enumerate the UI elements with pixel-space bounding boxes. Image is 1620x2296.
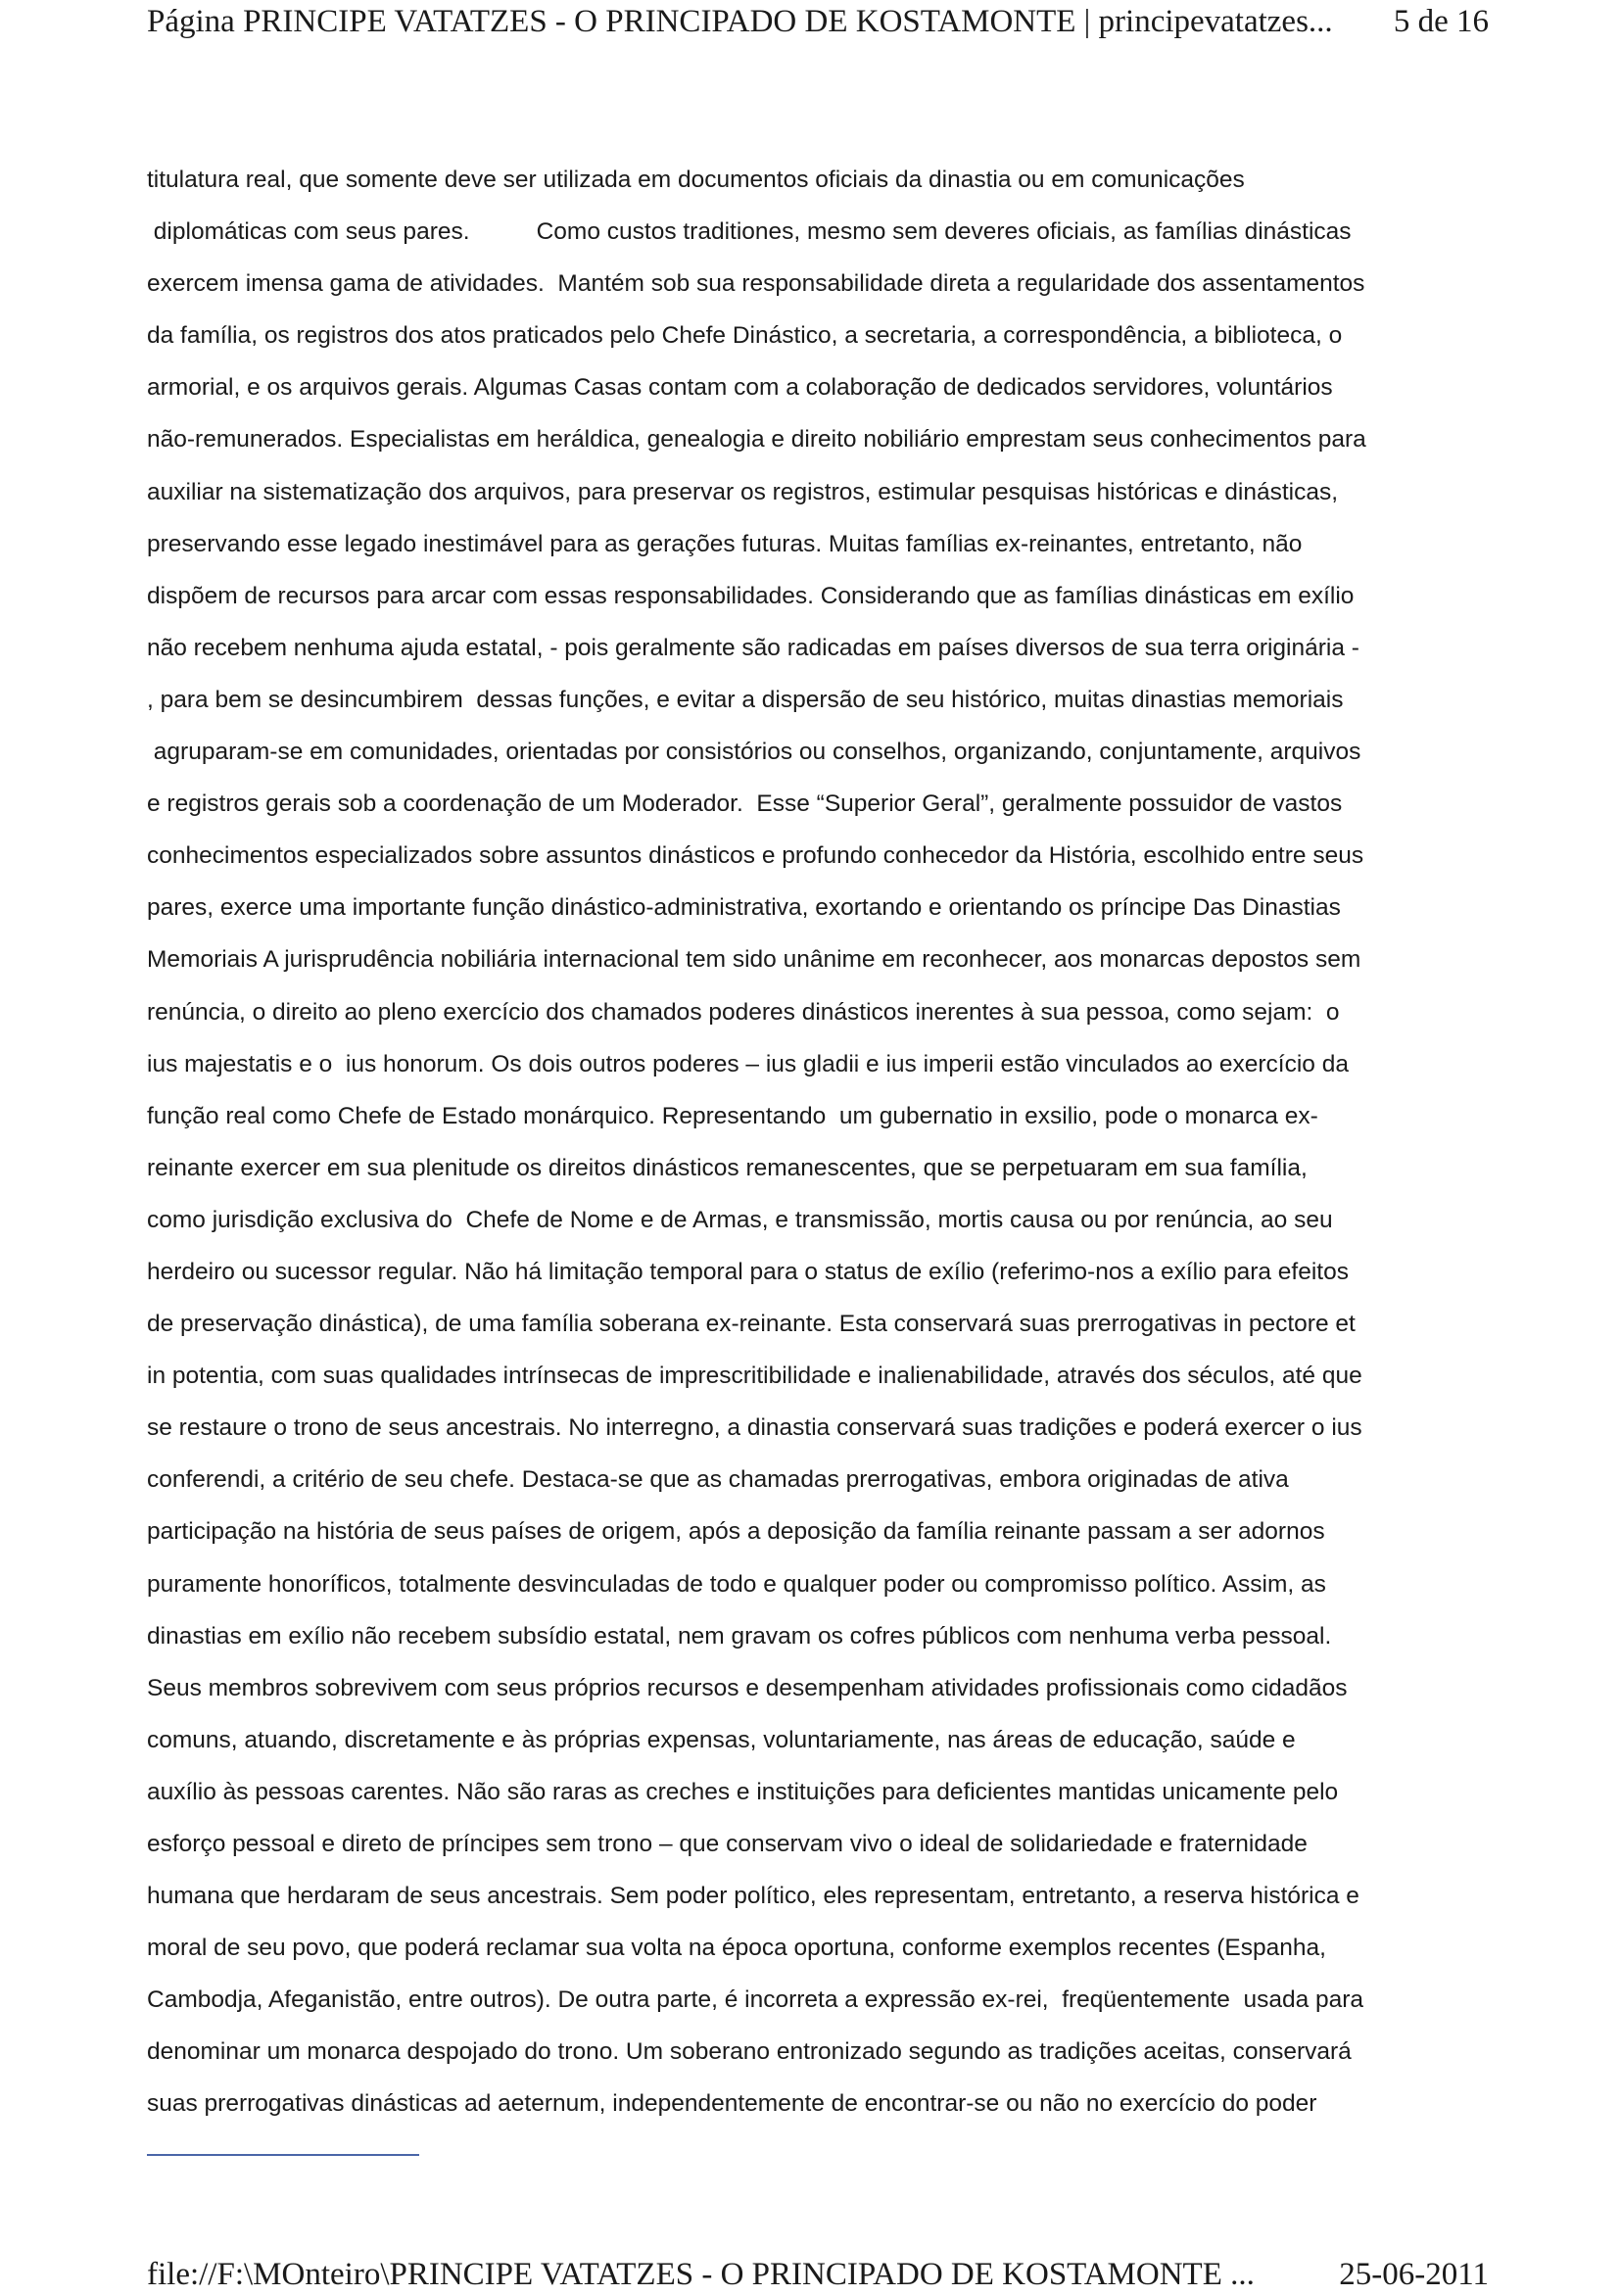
text-line: comuns, atuando, discretamente e às próprias expensas, voluntariamente, nas áreas de educação, saúde e: [147, 1726, 1296, 1753]
text-line: renúncia, o direito ao pleno exercício dos chamados poderes dinásticos inerentes à sua pessoa, como sejam: o: [147, 998, 1340, 1026]
page-footer: [147, 2253, 1489, 2296]
text-line: suas prerrogativas dinásticas ad aeternum, independentemente de encontrar-se ou não no exercício do poder: [147, 2090, 1317, 2118]
text-line: de preservação dinástica), de uma família soberana ex-reinante. Esta conservará suas prerrogativas in pectore et: [147, 1311, 1356, 1338]
file-path: file://F:\MOnteiro\PRINCIPE VATATZES - O PRINCIPADO DE KOSTAMONTE ...: [147, 2257, 1255, 2292]
text-line: titulatura real, que somente deve ser utilizada em documentos oficiais da dinastia ou em comunicações: [147, 167, 1245, 193]
text-line: não recebem nenhuma ajuda estatal, - pois geralmente são radicadas em países diversos de sua terra originária -: [147, 634, 1359, 661]
text-line: Seus membros sobrevivem com seus próprios recursos e desempenham atividades profissionais como cidadãos: [147, 1674, 1348, 1701]
text-line: se restaure o trono de seus ancestrais. No interregno, a dinastia conservará suas tradições e poderá exercer o ius: [147, 1414, 1362, 1442]
document-body: [147, 154, 1518, 2130]
text-line: puramente honoríficos, totalmente desvinculadas de todo e qualquer poder ou compromisso político. Assim, as: [147, 1570, 1326, 1598]
page-number: 5 de 16: [1393, 4, 1489, 39]
footnote-separator: [147, 2154, 419, 2156]
text-line: humana que herdaram de seus ancestrais. Sem poder político, eles representam, entretanto, a reserva histórica e: [147, 1883, 1359, 1910]
text-line: ius majestatis e o ius honorum. Os dois outros poderes – ius gladii e ius imperii estão vinculados ao exercício da: [147, 1050, 1349, 1077]
text-line: denominar um monarca despojado do trono. Um soberano entronizado segundo as tradições aceitas, conservará: [147, 2038, 1352, 2066]
page-header-title: Página PRINCIPE VATATZES - O PRINCIPADO DE KOSTAMONTE | principevatatzes...: [147, 4, 1333, 39]
page-header: [147, 0, 1489, 43]
text-line: , para bem se desincumbirem dessas funções, e evitar a dispersão de seu histórico, muitas dinastias memoriais: [147, 686, 1344, 713]
text-line: reinante exercer em sua plenitude os direitos dinásticos remanescentes, que se perpetuaram em sua família,: [147, 1154, 1308, 1181]
text-line: armorial, e os arquivos gerais. Algumas Casas contam com a colaboração de dedicados servidores, voluntários: [147, 374, 1333, 402]
text-line: conhecimentos especializados sobre assuntos dinásticos e profundo conhecedor da História, escolhido entre seus: [147, 842, 1364, 870]
text-line: como jurisdição exclusiva do Chefe de Nome e de Armas, e transmissão, mortis causa ou por renúncia, ao seu: [147, 1206, 1333, 1233]
text-line: não-remunerados. Especialistas em heráldica, genealogia e direito nobiliário emprestam seus conhecimentos para: [147, 426, 1366, 454]
text-line: preservando esse legado inestimável para as gerações futuras. Muitas famílias ex-reinantes, entretanto, não: [147, 530, 1303, 557]
text-line: herdeiro ou sucessor regular. Não há limitação temporal para o status de exílio (referimo-nos a exílio para efeitos: [147, 1258, 1349, 1285]
text-line: Memoriais A jurisprudência nobiliária internacional tem sido unânime em reconhecer, aos monarcas depostos sem: [147, 946, 1361, 974]
text-line: esforço pessoal e direto de príncipes sem trono – que conservam vivo o ideal de solidariedade e fraternidade: [147, 1831, 1308, 1857]
text-line: auxílio às pessoas carentes. Não são raras as creches e instituições para deficientes mantidas unicamente pelo: [147, 1778, 1339, 1805]
text-line: dinastias em exílio não recebem subsídio estatal, nem gravam os cofres públicos com nenhuma verba pessoal.: [147, 1622, 1332, 1650]
text-line: função real como Chefe de Estado monárquico. Representando um gubernatio in exsilio, pode o monarca ex-: [147, 1102, 1318, 1129]
text-line: da família, os registros dos atos praticados pelo Chefe Dinástico, a secretaria, a correspondência, a biblioteca, o: [147, 322, 1343, 350]
text-line: diplomáticas com seus pares. Como custos traditiones, mesmo sem deveres oficiais, as famílias dinásticas: [147, 218, 1352, 246]
text-line: auxiliar na sistematização dos arquivos, para preservar os registros, estimular pesquisas históricas e dinásticas,: [147, 478, 1339, 505]
text-line: exercem imensa gama de atividades. Mantém sob sua responsabilidade direta a regularidade dos assentamentos: [147, 270, 1365, 298]
text-line: dispõem de recursos para arcar com essas responsabilidades. Considerando que as famílias dinásticas em exílio: [147, 582, 1355, 609]
print-date: 25-06-2011: [1339, 2257, 1489, 2292]
text-line: in potentia, com suas qualidades intrínsecas de imprescritibilidade e inalienabilidade, através dos séculos, até que: [147, 1363, 1362, 1390]
text-line: agruparam-se em comunidades, orientadas por consistórios ou conselhos, organizando, conjuntamente, arquivos: [147, 739, 1361, 766]
text-line: pares, exerce uma importante função dinástico-administrativa, exortando e orientando os príncipe Das Dinastias: [147, 894, 1341, 922]
text-line: conferendi, a critério de seu chefe. Destaca-se que as chamadas prerrogativas, embora originadas de ativa: [147, 1466, 1289, 1494]
text-line: participação na história de seus países de origem, após a deposição da família reinante passam a ser adornos: [147, 1518, 1325, 1546]
text-line: e registros gerais sob a coordenação de um Moderador. Esse “Superior Geral”, geralmente possuidor de vastos: [147, 790, 1343, 818]
text-line: moral de seu povo, que poderá reclamar sua volta na época oportuna, conforme exemplos recentes (Espanha,: [147, 1935, 1326, 1962]
text-line: Cambodja, Afeganistão, entre outros). De outra parte, é incorreta a expressão ex-rei, freqüentemente usada para: [147, 1986, 1364, 2014]
